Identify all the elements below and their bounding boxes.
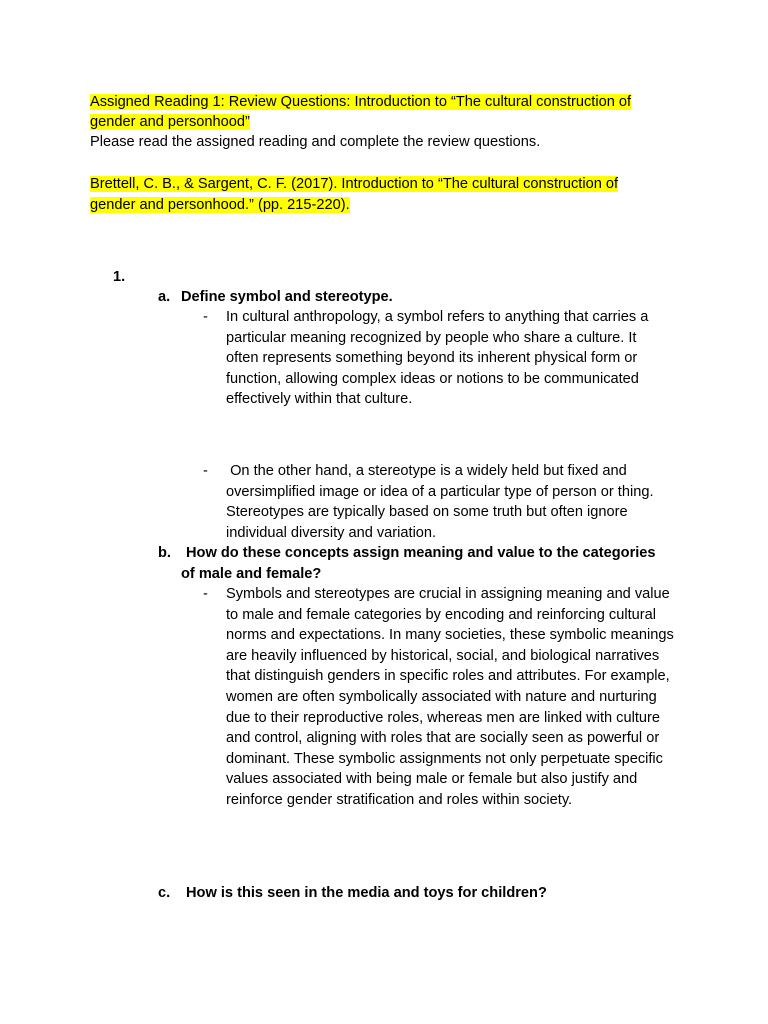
question-number: 1.: [113, 269, 126, 285]
answer-b1-text: Symbols and stereotypes are crucial in assigning meaning and value to male and female categories by encoding and reinforcing cultural norms and expectations. In many societies, these symbolic meanings are heavily influenced by historical, social, and biological narratives that distinguish genders in specific roles and attributes. For example, women are often symbolically associated with nature and nurturing due to their reproductive roles, whereas men are linked with culture and control, aligning with roles that are socially seen as powerful or dominant. These symbolic assignments not only perpetuate specific values associated with being male or female but also justify and reinforce gender stratification and roles within society.: [226, 586, 674, 808]
citation-text-2: gender and personhood.” (pp. 215-220).: [90, 197, 350, 213]
assignment-title-line-1: [90, 92, 631, 113]
question-b-marker: b.: [158, 545, 171, 561]
answer-a2-text: On the other hand, a stereotype is a widely held but fixed and oversimplified image or idea of a particular type of person or thing. Stereotypes are typically based on some truth but often ignore individual diversity and variation.: [226, 463, 658, 541]
citation-line-1: [90, 174, 618, 195]
question-b-prompt-line-1: How do these concepts assign meaning and value to the categories: [186, 545, 656, 561]
question-a-prompt: Define symbol and stereotype.: [181, 289, 393, 305]
question-a-marker: a.: [158, 289, 171, 305]
instruction-text: Please read the assigned reading and complete the review questions.: [90, 134, 541, 150]
question-b-prompt-line-2: of male and female?: [181, 566, 322, 582]
assignment-title-line-2: [90, 112, 250, 133]
citation-line-2: [90, 195, 350, 216]
question-c-marker: c.: [158, 885, 171, 901]
answer-a1-text: In cultural anthropology, a symbol refers to anything that carries a particular meaning recognized by people who share a culture. It often represents something beyond its inherent physical form or function, allowing complex ideas or notions to be communicated effectively within that culture.: [226, 309, 649, 408]
answer-a2-dash: -: [203, 463, 208, 479]
answer-a1-dash: -: [203, 309, 208, 325]
assignment-title-text-2: gender and personhood”: [90, 114, 250, 130]
assignment-title-text-1: Assigned Reading 1: Review Questions: Introduction to “The cultural construction of: [90, 94, 632, 110]
answer-b1-dash: -: [203, 586, 208, 602]
citation-text-1: Brettell, C. B., & Sargent, C. F. (2017). Introduction to “The cultural construction of: [90, 176, 619, 192]
question-c-prompt: How is this seen in the media and toys for children?: [186, 885, 547, 901]
